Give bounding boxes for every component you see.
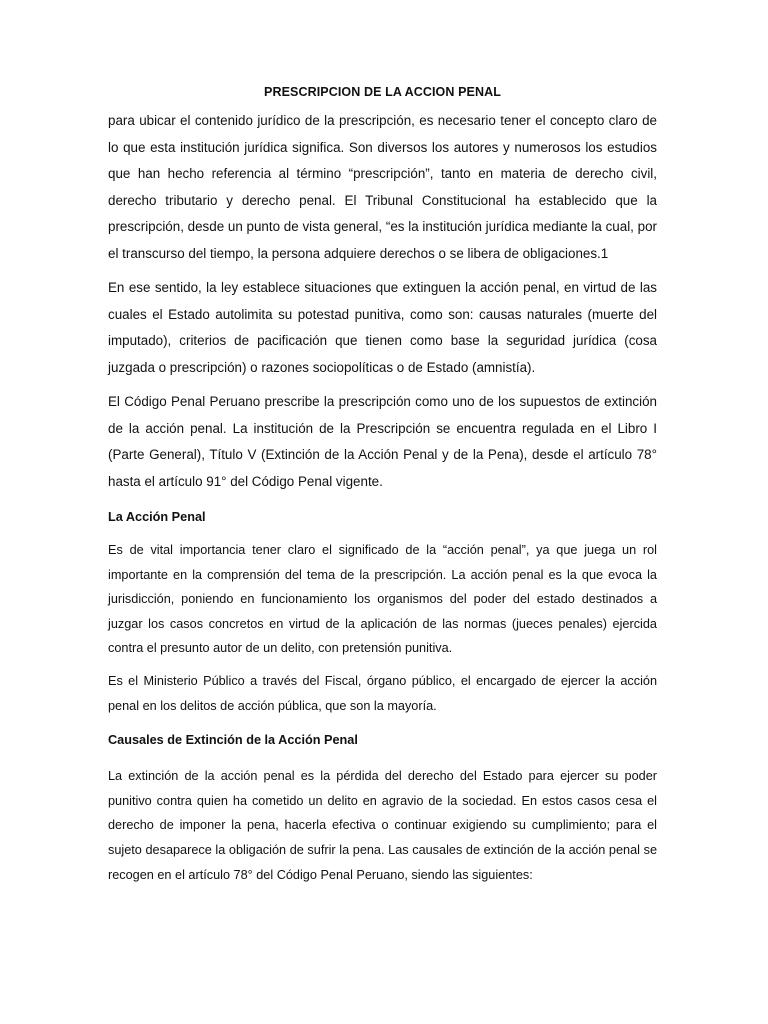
document-title: PRESCRIPCION DE LA ACCION PENAL	[264, 85, 501, 99]
paragraph-accion-penal: Es de vital importancia tener claro el significado de la “acción penal”, ya que juega un rol importante en la comprensión del tema de la prescripción. La acción penal es la que evoca la jurisdicción, poniendo en funcionamiento los organismos del poder del estado destinados a juzgar los casos concretos en virtud de la aplicación de las normas (jueces penales) ejercida contra el presunto autor de un delito, con pretensión punitiva.	[108, 543, 657, 656]
section-heading-accion-penal: La Acción Penal	[108, 510, 206, 524]
paragraph-ministerio-publico: Es el Ministerio Público a través del Fiscal, órgano público, el encargado de ejercer la acción penal en los delitos de acción pública, que son la mayoría.	[108, 673, 657, 713]
document-page	[108, 82, 657, 887]
paragraph-extinction-situations: En ese sentido, la ley establece situaciones que extinguen la acción penal, en virtud de las cuales el Estado autolimita su potestad punitiva, como son: causas naturales (muerte del imputado), criterios de pacificación que tienen como base la seguridad jurídica (cosa juzgada o prescripción) o razones sociopolíticas o de Estado (amnistía).	[108, 280, 657, 375]
paragraph-causales-extincion: La extinción de la acción penal es la pérdida del derecho del Estado para ejercer su poder punitivo contra quien ha cometido un delito en agravio de la sociedad. En estos casos cesa el derecho de imponer la pena, hacerla efectiva o continuar exigiendo su cumplimiento; para el sujeto desaparece la obligación de sufrir la pena. Las causales de extinción de la acción penal se recogen en el artículo 78° del Código Penal Peruano, siendo las siguientes:	[108, 769, 657, 882]
section-heading-causales: Causales de Extinción de la Acción Penal	[108, 733, 358, 748]
paragraph-penal-code: El Código Penal Peruano prescribe la prescripción como uno de los supuestos de extinción de la acción penal. La institución de la Prescripción se encuentra regulada en el Libro I (Parte General), Título V (Extinción de la Acción Penal y de la Pena), desde el artículo 78° hasta el artículo 91° del Código Penal vigente.	[108, 394, 657, 489]
paragraph-prescription-concept: para ubicar el contenido jurídico de la prescripción, es necesario tener el concepto claro de lo que esta institución jurídica significa. Son diversos los autores y numerosos los estudios que han hecho referencia al término “prescripción”, tanto en materia de derecho civil, derecho tributario y derecho penal. El Tribunal Constitucional ha establecido que la prescripción, desde un punto de vista general, “es la institución jurídica mediante la cual, por el transcurso del tiempo, la persona adquiere derechos o se libera de obligaciones.1	[108, 113, 657, 261]
